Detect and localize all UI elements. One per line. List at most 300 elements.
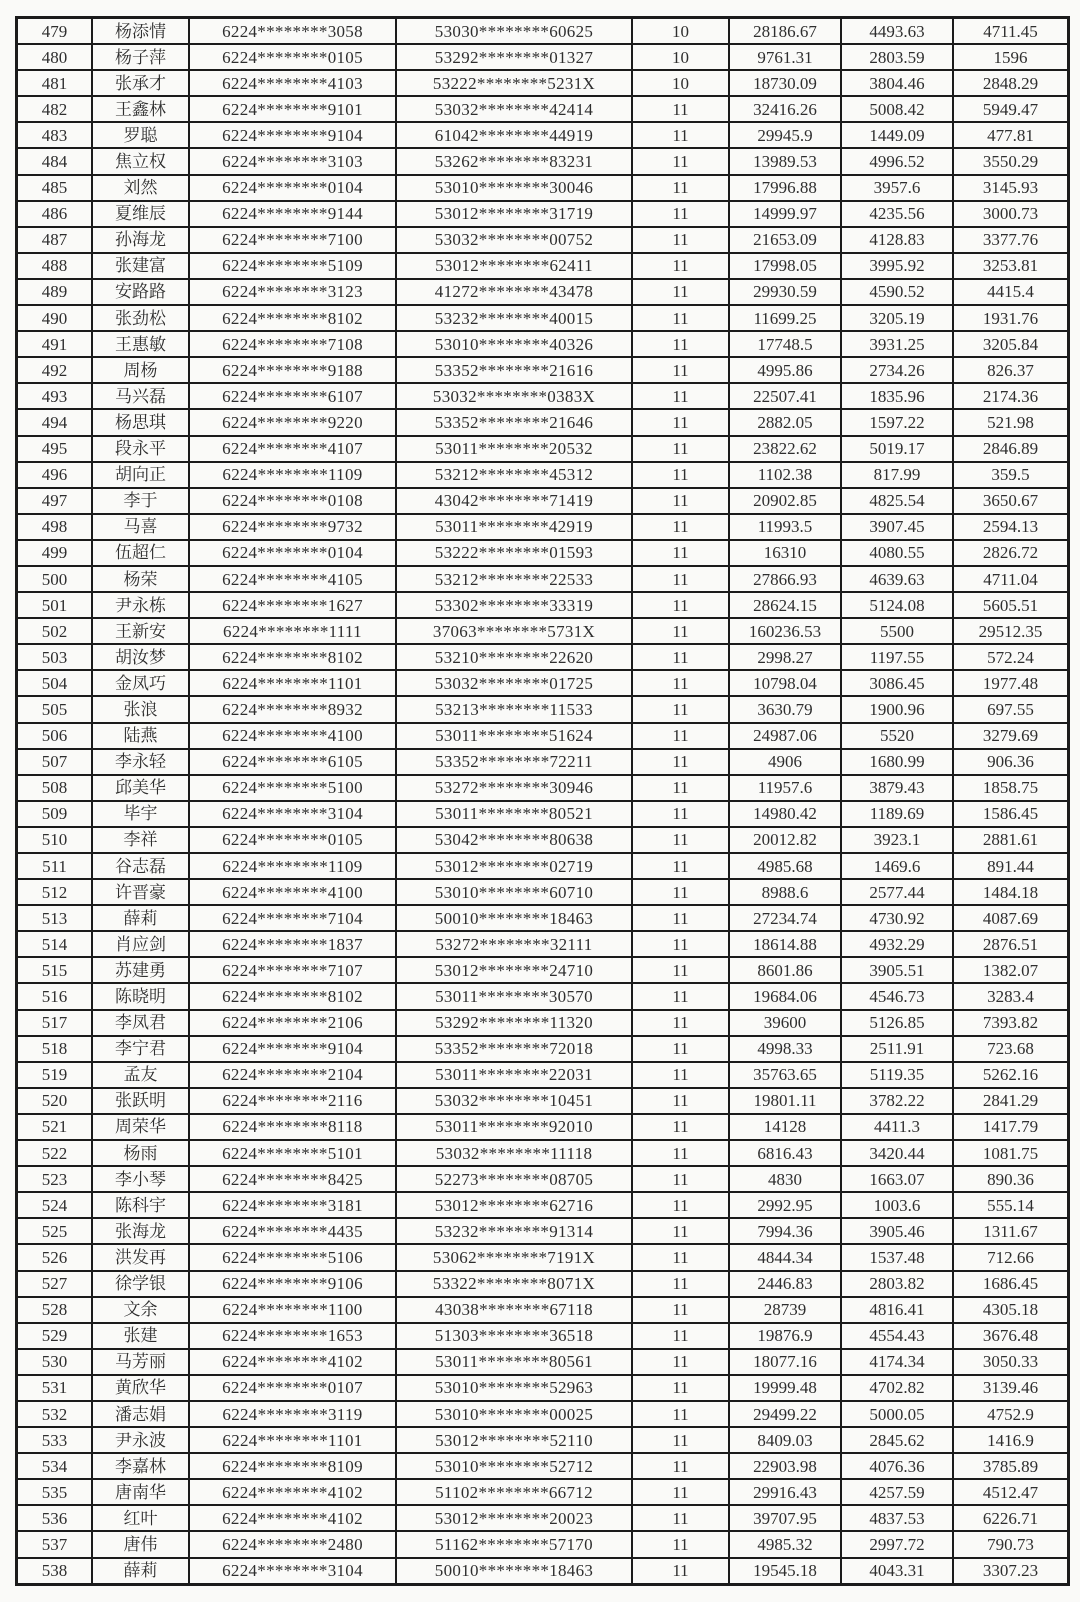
- cell-row-index: 525: [17, 1218, 93, 1244]
- cell-row-index: 479: [17, 18, 93, 45]
- cell-card-number: 6224********1101: [189, 670, 396, 696]
- cell-card-number: 6224********9106: [189, 1271, 396, 1297]
- cell-id-number: 53010********40326: [396, 331, 632, 357]
- cell-month: 11: [632, 1427, 729, 1453]
- cell-person-name: 马喜: [92, 514, 189, 540]
- cell-month: 11: [632, 801, 729, 827]
- cell-amount-3: 572.24: [953, 644, 1069, 670]
- cell-person-name: 伍超仁: [92, 540, 189, 566]
- table-row: [17, 1010, 1069, 1036]
- cell-card-number: 6224********8109: [189, 1453, 396, 1479]
- cell-id-number: 53010********52712: [396, 1453, 632, 1479]
- cell-amount-1: 14999.97: [729, 201, 841, 227]
- table-row: [17, 1323, 1069, 1349]
- cell-person-name: 周杨: [92, 357, 189, 383]
- cell-card-number: 6224********0108: [189, 488, 396, 514]
- cell-amount-1: 4995.86: [729, 357, 841, 383]
- table-row: [17, 618, 1069, 644]
- cell-id-number: 41272********43478: [396, 279, 632, 305]
- cell-id-number: 53011********80521: [396, 801, 632, 827]
- cell-card-number: 6224********4102: [189, 1479, 396, 1505]
- cell-id-number: 53222********01593: [396, 540, 632, 566]
- cell-amount-3: 3145.93: [953, 175, 1069, 201]
- cell-card-number: 6224********3103: [189, 148, 396, 174]
- cell-person-name: 金凤巧: [92, 670, 189, 696]
- cell-amount-3: 4752.9: [953, 1401, 1069, 1427]
- cell-amount-1: 160236.53: [729, 618, 841, 644]
- cell-amount-3: 1081.75: [953, 1140, 1069, 1166]
- cell-month: 11: [632, 305, 729, 331]
- table-row: [17, 1375, 1069, 1401]
- cell-amount-1: 19684.06: [729, 983, 841, 1009]
- table-row: [17, 1271, 1069, 1297]
- cell-card-number: 6224********3104: [189, 801, 396, 827]
- cell-amount-3: 1416.9: [953, 1427, 1069, 1453]
- cell-id-number: 53012********31719: [396, 201, 632, 227]
- cell-amount-3: 3000.73: [953, 201, 1069, 227]
- cell-amount-2: 3995.92: [841, 253, 953, 279]
- table-row: [17, 931, 1069, 957]
- cell-card-number: 6224********1627: [189, 592, 396, 618]
- cell-row-index: 532: [17, 1401, 93, 1427]
- cell-amount-3: 29512.35: [953, 618, 1069, 644]
- cell-amount-1: 4985.32: [729, 1531, 841, 1557]
- cell-card-number: 6224********6105: [189, 749, 396, 775]
- cell-id-number: 53352********21616: [396, 357, 632, 383]
- table-body: [17, 18, 1069, 1585]
- cell-person-name: 张建: [92, 1323, 189, 1349]
- cell-amount-1: 17998.05: [729, 253, 841, 279]
- cell-amount-2: 1900.96: [841, 696, 953, 722]
- table-row: [17, 670, 1069, 696]
- cell-person-name: 洪发再: [92, 1244, 189, 1270]
- cell-person-name: 陈科宇: [92, 1192, 189, 1218]
- cell-card-number: 6224********7100: [189, 227, 396, 253]
- cell-amount-1: 19545.18: [729, 1558, 841, 1585]
- cell-amount-2: 4043.31: [841, 1558, 953, 1585]
- cell-person-name: 杨子萍: [92, 44, 189, 70]
- cell-amount-2: 3420.44: [841, 1140, 953, 1166]
- cell-amount-1: 19801.11: [729, 1088, 841, 1114]
- cell-amount-3: 4711.45: [953, 18, 1069, 45]
- cell-amount-1: 11699.25: [729, 305, 841, 331]
- cell-person-name: 罗聪: [92, 122, 189, 148]
- cell-month: 11: [632, 1036, 729, 1062]
- cell-amount-3: 1382.07: [953, 957, 1069, 983]
- cell-amount-2: 4235.56: [841, 201, 953, 227]
- cell-amount-1: 8409.03: [729, 1427, 841, 1453]
- cell-amount-2: 4076.36: [841, 1453, 953, 1479]
- table-row: [17, 331, 1069, 357]
- cell-month: 11: [632, 175, 729, 201]
- table-row: [17, 1062, 1069, 1088]
- cell-amount-2: 4825.54: [841, 488, 953, 514]
- cell-row-index: 493: [17, 383, 93, 409]
- cell-person-name: 苏建勇: [92, 957, 189, 983]
- table-row: [17, 1088, 1069, 1114]
- cell-amount-3: 1596: [953, 44, 1069, 70]
- cell-card-number: 6224********1111: [189, 618, 396, 644]
- table-row: [17, 1192, 1069, 1218]
- cell-card-number: 6224********4103: [189, 70, 396, 96]
- cell-person-name: 李凤君: [92, 1010, 189, 1036]
- cell-amount-1: 27866.93: [729, 566, 841, 592]
- table-row: [17, 1427, 1069, 1453]
- cell-amount-3: 712.66: [953, 1244, 1069, 1270]
- cell-card-number: 6224********3119: [189, 1401, 396, 1427]
- cell-id-number: 53062********7191X: [396, 1244, 632, 1270]
- cell-month: 11: [632, 540, 729, 566]
- cell-amount-3: 521.98: [953, 409, 1069, 435]
- cell-amount-1: 39600: [729, 1010, 841, 1036]
- cell-id-number: 53011********80561: [396, 1349, 632, 1375]
- cell-amount-1: 35763.65: [729, 1062, 841, 1088]
- cell-amount-3: 5605.51: [953, 592, 1069, 618]
- cell-amount-1: 18077.16: [729, 1349, 841, 1375]
- cell-amount-1: 28186.67: [729, 18, 841, 45]
- cell-card-number: 6224********5106: [189, 1244, 396, 1270]
- cell-id-number: 53272********32111: [396, 931, 632, 957]
- cell-id-number: 53010********52963: [396, 1375, 632, 1401]
- cell-card-number: 6224********2106: [189, 1010, 396, 1036]
- cell-amount-2: 5008.42: [841, 96, 953, 122]
- cell-id-number: 53012********24710: [396, 957, 632, 983]
- cell-id-number: 52273********08705: [396, 1166, 632, 1192]
- cell-row-index: 524: [17, 1192, 93, 1218]
- cell-month: 11: [632, 462, 729, 488]
- cell-amount-1: 29930.59: [729, 279, 841, 305]
- cell-row-index: 513: [17, 905, 93, 931]
- cell-row-index: 521: [17, 1114, 93, 1140]
- cell-row-index: 522: [17, 1140, 93, 1166]
- cell-row-index: 526: [17, 1244, 93, 1270]
- cell-amount-2: 3931.25: [841, 331, 953, 357]
- cell-amount-3: 7393.82: [953, 1010, 1069, 1036]
- cell-row-index: 533: [17, 1427, 93, 1453]
- cell-id-number: 53032********0383X: [396, 383, 632, 409]
- cell-person-name: 潘志娟: [92, 1401, 189, 1427]
- cell-id-number: 53292********01327: [396, 44, 632, 70]
- cell-amount-1: 2992.95: [729, 1192, 841, 1218]
- cell-amount-2: 3782.22: [841, 1088, 953, 1114]
- cell-amount-2: 3923.1: [841, 827, 953, 853]
- cell-person-name: 谷志磊: [92, 853, 189, 879]
- cell-month: 11: [632, 331, 729, 357]
- cell-month: 11: [632, 749, 729, 775]
- table-row: [17, 279, 1069, 305]
- cell-amount-3: 477.81: [953, 122, 1069, 148]
- cell-month: 11: [632, 853, 729, 879]
- table-row: [17, 1036, 1069, 1062]
- cell-amount-3: 3550.29: [953, 148, 1069, 174]
- table-row: [17, 696, 1069, 722]
- table-row: [17, 148, 1069, 174]
- cell-card-number: 6224********0104: [189, 175, 396, 201]
- cell-row-index: 535: [17, 1479, 93, 1505]
- cell-person-name: 张浪: [92, 696, 189, 722]
- cell-card-number: 6224********9104: [189, 122, 396, 148]
- cell-person-name: 杨添情: [92, 18, 189, 45]
- cell-amount-2: 4493.63: [841, 18, 953, 45]
- cell-id-number: 53032********10451: [396, 1088, 632, 1114]
- cell-card-number: 6224********0107: [189, 1375, 396, 1401]
- cell-month: 11: [632, 357, 729, 383]
- cell-amount-2: 2803.59: [841, 44, 953, 70]
- cell-card-number: 6224********2104: [189, 1062, 396, 1088]
- cell-row-index: 518: [17, 1036, 93, 1062]
- cell-id-number: 53352********72018: [396, 1036, 632, 1062]
- cell-card-number: 6224********4102: [189, 1505, 396, 1531]
- cell-amount-2: 1537.48: [841, 1244, 953, 1270]
- cell-amount-1: 19999.48: [729, 1375, 841, 1401]
- cell-amount-1: 1102.38: [729, 462, 841, 488]
- cell-card-number: 6224********3181: [189, 1192, 396, 1218]
- cell-month: 11: [632, 1297, 729, 1323]
- table-row: [17, 1244, 1069, 1270]
- cell-card-number: 6224********4102: [189, 1349, 396, 1375]
- table-row: [17, 175, 1069, 201]
- cell-amount-3: 3377.76: [953, 227, 1069, 253]
- cell-amount-1: 3630.79: [729, 696, 841, 722]
- cell-row-index: 489: [17, 279, 93, 305]
- cell-id-number: 53352********72211: [396, 749, 632, 775]
- table-row: [17, 879, 1069, 905]
- cell-amount-2: 1469.6: [841, 853, 953, 879]
- cell-row-index: 519: [17, 1062, 93, 1088]
- cell-amount-2: 2845.62: [841, 1427, 953, 1453]
- cell-month: 11: [632, 227, 729, 253]
- cell-amount-2: 1597.22: [841, 409, 953, 435]
- cell-person-name: 尹永波: [92, 1427, 189, 1453]
- table-row: [17, 1558, 1069, 1585]
- cell-month: 11: [632, 1453, 729, 1479]
- cell-amount-1: 29916.43: [729, 1479, 841, 1505]
- cell-amount-3: 359.5: [953, 462, 1069, 488]
- cell-id-number: 53010********60710: [396, 879, 632, 905]
- cell-row-index: 498: [17, 514, 93, 540]
- cell-person-name: 王新安: [92, 618, 189, 644]
- cell-person-name: 孙海龙: [92, 227, 189, 253]
- cell-person-name: 李于: [92, 488, 189, 514]
- cell-amount-2: 3205.19: [841, 305, 953, 331]
- cell-amount-1: 16310: [729, 540, 841, 566]
- cell-month: 11: [632, 827, 729, 853]
- cell-month: 11: [632, 122, 729, 148]
- cell-amount-3: 1977.48: [953, 670, 1069, 696]
- cell-person-name: 薛莉: [92, 905, 189, 931]
- cell-person-name: 唐南华: [92, 1479, 189, 1505]
- table-row: [17, 253, 1069, 279]
- table-row: [17, 905, 1069, 931]
- cell-amount-3: 2848.29: [953, 70, 1069, 96]
- cell-amount-2: 3879.43: [841, 775, 953, 801]
- table-row: [17, 357, 1069, 383]
- cell-amount-1: 22507.41: [729, 383, 841, 409]
- table-row: [17, 1531, 1069, 1557]
- cell-amount-2: 1003.6: [841, 1192, 953, 1218]
- table-row: [17, 514, 1069, 540]
- cell-card-number: 6224********5109: [189, 253, 396, 279]
- table-row: [17, 1218, 1069, 1244]
- cell-month: 11: [632, 1166, 729, 1192]
- cell-amount-2: 4730.92: [841, 905, 953, 931]
- cell-amount-1: 20902.85: [729, 488, 841, 514]
- cell-person-name: 张承才: [92, 70, 189, 96]
- table-row: [17, 44, 1069, 70]
- cell-person-name: 许晋豪: [92, 879, 189, 905]
- cell-row-index: 515: [17, 957, 93, 983]
- cell-person-name: 安路路: [92, 279, 189, 305]
- cell-row-index: 494: [17, 409, 93, 435]
- cell-row-index: 502: [17, 618, 93, 644]
- cell-month: 11: [632, 409, 729, 435]
- cell-row-index: 512: [17, 879, 93, 905]
- cell-card-number: 6224********9144: [189, 201, 396, 227]
- cell-month: 11: [632, 514, 729, 540]
- table-row: [17, 723, 1069, 749]
- cell-amount-3: 2826.72: [953, 540, 1069, 566]
- cell-row-index: 496: [17, 462, 93, 488]
- cell-amount-1: 2446.83: [729, 1271, 841, 1297]
- cell-month: 10: [632, 18, 729, 45]
- cell-amount-3: 5262.16: [953, 1062, 1069, 1088]
- cell-row-index: 505: [17, 696, 93, 722]
- cell-amount-3: 697.55: [953, 696, 1069, 722]
- cell-card-number: 6224********7108: [189, 331, 396, 357]
- table-row: [17, 749, 1069, 775]
- table-row: [17, 409, 1069, 435]
- cell-id-number: 50010********18463: [396, 1558, 632, 1585]
- cell-amount-1: 4998.33: [729, 1036, 841, 1062]
- table-row: [17, 1166, 1069, 1192]
- table-row: [17, 540, 1069, 566]
- cell-row-index: 492: [17, 357, 93, 383]
- cell-id-number: 53032********00752: [396, 227, 632, 253]
- cell-amount-1: 29499.22: [729, 1401, 841, 1427]
- cell-id-number: 51162********57170: [396, 1531, 632, 1557]
- cell-amount-3: 3205.84: [953, 331, 1069, 357]
- cell-amount-2: 1835.96: [841, 383, 953, 409]
- cell-amount-3: 2174.36: [953, 383, 1069, 409]
- cell-card-number: 6224********8102: [189, 305, 396, 331]
- cell-amount-2: 5500: [841, 618, 953, 644]
- cell-amount-2: 1197.55: [841, 644, 953, 670]
- cell-id-number: 43038********67118: [396, 1297, 632, 1323]
- cell-row-index: 491: [17, 331, 93, 357]
- cell-month: 11: [632, 1349, 729, 1375]
- cell-amount-1: 23822.62: [729, 436, 841, 462]
- cell-amount-2: 4639.63: [841, 566, 953, 592]
- cell-amount-3: 3650.67: [953, 488, 1069, 514]
- cell-amount-2: 1680.99: [841, 749, 953, 775]
- cell-card-number: 6224********1653: [189, 1323, 396, 1349]
- cell-row-index: 483: [17, 122, 93, 148]
- cell-amount-3: 1686.45: [953, 1271, 1069, 1297]
- cell-month: 11: [632, 592, 729, 618]
- cell-row-index: 504: [17, 670, 93, 696]
- cell-month: 11: [632, 618, 729, 644]
- cell-amount-1: 39707.95: [729, 1505, 841, 1531]
- cell-id-number: 53232********40015: [396, 305, 632, 331]
- table-row: [17, 957, 1069, 983]
- cell-amount-2: 4932.29: [841, 931, 953, 957]
- cell-amount-2: 2803.82: [841, 1271, 953, 1297]
- cell-card-number: 6224********0104: [189, 540, 396, 566]
- cell-person-name: 唐伟: [92, 1531, 189, 1557]
- cell-row-index: 531: [17, 1375, 93, 1401]
- cell-month: 11: [632, 96, 729, 122]
- cell-person-name: 红叶: [92, 1505, 189, 1531]
- cell-person-name: 李小琴: [92, 1166, 189, 1192]
- cell-row-index: 484: [17, 148, 93, 174]
- table-row: [17, 1505, 1069, 1531]
- cell-id-number: 50010********18463: [396, 905, 632, 931]
- cell-amount-3: 4087.69: [953, 905, 1069, 931]
- cell-card-number: 6224********9188: [189, 357, 396, 383]
- cell-card-number: 6224********9220: [189, 409, 396, 435]
- cell-person-name: 胡向正: [92, 462, 189, 488]
- cell-amount-3: 3283.4: [953, 983, 1069, 1009]
- cell-id-number: 53272********30946: [396, 775, 632, 801]
- cell-month: 11: [632, 148, 729, 174]
- cell-amount-3: 2841.29: [953, 1088, 1069, 1114]
- cell-month: 11: [632, 1114, 729, 1140]
- cell-amount-3: 6226.71: [953, 1505, 1069, 1531]
- cell-amount-3: 2881.61: [953, 827, 1069, 853]
- table-row: [17, 70, 1069, 96]
- cell-amount-1: 13989.53: [729, 148, 841, 174]
- cell-card-number: 6224********4105: [189, 566, 396, 592]
- cell-id-number: 43042********71419: [396, 488, 632, 514]
- cell-amount-2: 3905.46: [841, 1218, 953, 1244]
- cell-month: 11: [632, 1323, 729, 1349]
- table-row: [17, 592, 1069, 618]
- cell-amount-1: 4844.34: [729, 1244, 841, 1270]
- cell-amount-2: 5119.35: [841, 1062, 953, 1088]
- cell-month: 11: [632, 383, 729, 409]
- cell-person-name: 周荣华: [92, 1114, 189, 1140]
- payment-list-table: [15, 16, 1070, 1586]
- cell-amount-2: 3907.45: [841, 514, 953, 540]
- cell-id-number: 53352********21646: [396, 409, 632, 435]
- cell-person-name: 陆燕: [92, 723, 189, 749]
- cell-amount-2: 1449.09: [841, 122, 953, 148]
- table-row: [17, 644, 1069, 670]
- cell-person-name: 陈晓明: [92, 983, 189, 1009]
- cell-amount-3: 5949.47: [953, 96, 1069, 122]
- cell-card-number: 6224********4100: [189, 879, 396, 905]
- cell-card-number: 6224********9101: [189, 96, 396, 122]
- cell-amount-1: 22903.98: [729, 1453, 841, 1479]
- table-row: [17, 566, 1069, 592]
- table-row: [17, 827, 1069, 853]
- cell-card-number: 6224********8102: [189, 644, 396, 670]
- cell-month: 11: [632, 905, 729, 931]
- cell-month: 11: [632, 983, 729, 1009]
- table-row: [17, 1114, 1069, 1140]
- cell-row-index: 497: [17, 488, 93, 514]
- cell-row-index: 480: [17, 44, 93, 70]
- cell-card-number: 6224********1837: [189, 931, 396, 957]
- cell-amount-2: 5126.85: [841, 1010, 953, 1036]
- cell-id-number: 61042********44919: [396, 122, 632, 148]
- cell-amount-3: 3785.89: [953, 1453, 1069, 1479]
- cell-person-name: 杨雨: [92, 1140, 189, 1166]
- table-row: [17, 853, 1069, 879]
- cell-person-name: 王鑫林: [92, 96, 189, 122]
- cell-id-number: 53322********8071X: [396, 1271, 632, 1297]
- cell-month: 11: [632, 644, 729, 670]
